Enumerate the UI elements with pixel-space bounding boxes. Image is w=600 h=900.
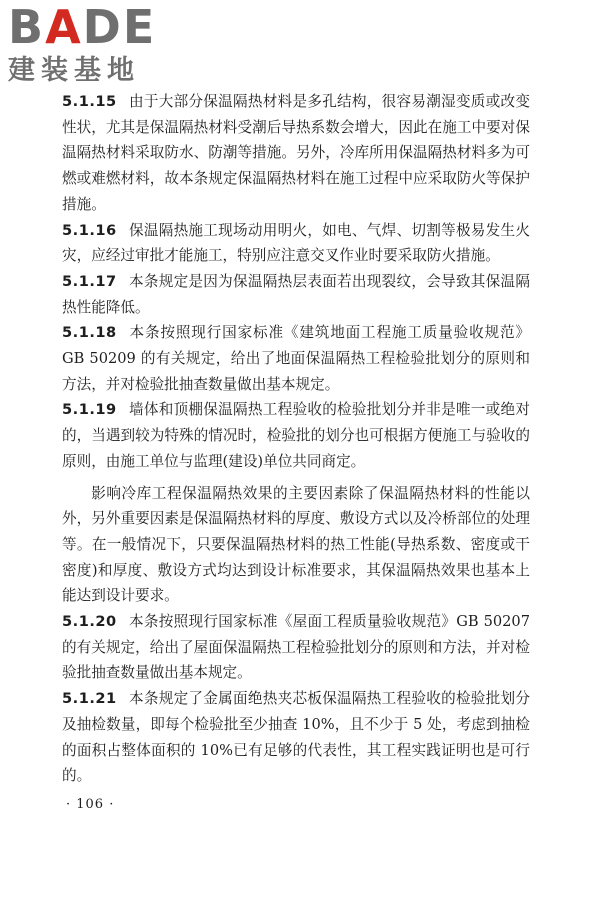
clause-5-1-18	[62, 320, 530, 397]
clause-5-1-19-continuation	[62, 481, 530, 610]
logo-letters-de: DE	[82, 0, 157, 54]
logo-letter-b: B	[8, 0, 46, 54]
clause-text: 本条规定是因为保温隔热层表面若出现裂纹，会导致其保温隔热性能降低。	[62, 272, 530, 316]
clause-5-1-19	[62, 397, 530, 474]
clause-number: 5.1.21	[62, 690, 117, 708]
clause-text: 保温隔热施工现场动用明火，如电、气焊、切割等极易发生火灾，应经过审批才能施工，特别应注意交叉作业时要采取防火措施。	[62, 221, 530, 265]
clause-5-1-17	[62, 269, 530, 320]
clause-5-1-16	[62, 218, 530, 269]
clause-number: 5.1.15	[62, 93, 117, 110]
page-number: · 106 ·	[66, 797, 115, 812]
logo-letter-a-accent: A	[45, 0, 83, 54]
logo-wordmark	[8, 0, 176, 54]
clause-number: 5.1.18	[62, 324, 117, 342]
clause-text: 由于大部分保温隔热材料是多孔结构，很容易潮湿变质或改变性状，尤其是保温隔热材料受潮后导热系数会增大，因此在施工中要对保温隔热材料采取防水、防潮等措施。另外，冷库所用保温隔热材料多为可燃或难燃材料，故本条规定保温隔热材料在施工过程中应采取防火等保护措施。	[62, 93, 530, 213]
clause-5-1-21	[62, 686, 530, 789]
clause-number: 5.1.20	[62, 613, 117, 631]
clause-5-1-20	[62, 609, 530, 686]
clause-text: 影响冷库工程保温隔热效果的主要因素除了保温隔热材料的性能以外，另外重要因素是保温隔热材料的厚度、敷设方式以及冷桥部位的处理等。在一般情况下，只要保温隔热材料的热工性能(导热系数、密度或干密度)和厚度、敷设方式均达到设计标准要求，其保温隔热效果也基本上能达到设计要求。	[62, 484, 530, 605]
logo-subtitle: 建装基地	[8, 55, 140, 86]
clause-number: 5.1.17	[62, 272, 117, 290]
clause-text: 本条按照现行国家标准《建筑地面工程施工质量验收规范》GB 50209 的有关规定，给出了地面保温隔热工程检验批划分的原则和方法，并对检验批抽查数量做出基本规定。	[62, 324, 530, 393]
clause-number: 5.1.16	[62, 221, 117, 239]
bade-logo	[8, 0, 176, 90]
clause-text: 本条按照现行国家标准《屋面工程质量验收规范》GB 50207 的有关规定，给出了屋面保温隔热工程检验批划分的原则和方法，并对检验批抽查数量做出基本规定。	[62, 613, 530, 682]
clause-text: 墙体和顶棚保温隔热工程验收的检验批划分并非是唯一或绝对的，当遇到较为特殊的情况时，检验批的划分也可根据方便施工与验收的原则，由施工单位与监理(建设)单位共同商定。	[62, 401, 530, 470]
clause-5-1-15	[62, 89, 530, 218]
document-body	[62, 89, 530, 789]
clause-number: 5.1.19	[62, 401, 117, 419]
clause-text: 本条规定了金属面绝热夹芯板保温隔热工程验收的检验批划分及抽检数量，即每个检验批至少抽查 10%，且不少于 5 处，考虑到抽检的面积占整体面积的 10%已有足够的代表性，其工程实践证明也是可行的。	[62, 690, 530, 785]
